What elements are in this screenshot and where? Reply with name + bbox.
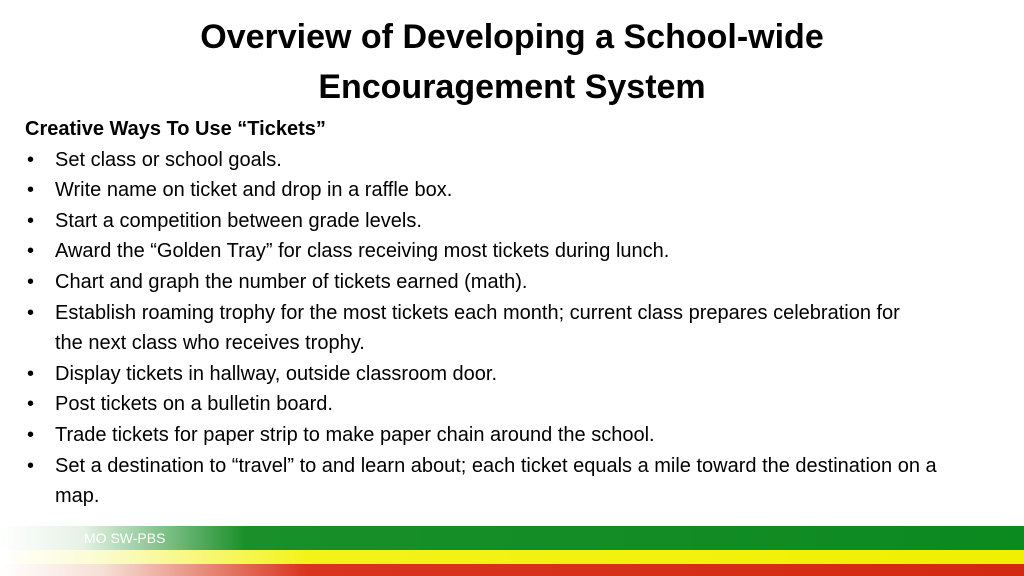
bullet-icon: • [27,362,35,385]
footer-label: MO SW-PBS [84,530,166,546]
bullet-icon: • [27,423,35,446]
bullet-icon: • [27,301,35,324]
subheading: Creative Ways To Use “Tickets” [25,118,326,140]
bullet-icon: • [27,393,35,416]
list-item [25,298,985,359]
list-item-text: Post tickets on a bulletin board. [55,393,333,416]
slide-content [25,114,985,512]
bullet-icon: • [27,148,35,171]
bullet-icon: • [27,270,35,293]
list-item [25,145,985,176]
list-item [25,420,985,451]
list-item-text: Write name on ticket and drop in a raffle box. [55,179,453,202]
list-item [25,389,985,420]
list-item-text: Award the “Golden Tray” for class receiving most tickets during lunch. [55,240,670,263]
slide-title [0,12,1024,112]
list-item [25,267,985,298]
list-item [25,359,985,390]
list-item-text: Set class or school goals. [55,148,282,171]
bullet-icon: • [27,454,35,477]
list-item-text: Establish roaming trophy for the most tickets each month; current class prepares celebration for the next class who receives trophy. [55,301,900,355]
slide-title-line-1: Overview of Developing a School-wide [200,18,824,56]
bullet-icon: • [27,179,35,202]
list-item-text: Set a destination to “travel” to and learn about; each ticket equals a mile toward the destination on a map. [55,454,937,508]
bullet-list [25,145,985,512]
bullet-icon: • [27,240,35,263]
list-item [25,206,985,237]
footer-red-band [0,564,1024,576]
list-item-text: Display tickets in hallway, outside classroom door. [55,362,498,385]
list-item [25,236,985,267]
list-item [25,175,985,206]
list-item [25,451,985,512]
list-item-text: Chart and graph the number of tickets earned (math). [55,270,528,293]
slide-title-line-2: Encouragement System [318,68,706,106]
list-item-text: Start a competition between grade levels. [55,209,422,232]
list-item-text: Trade tickets for paper strip to make paper chain around the school. [55,423,655,446]
footer-bar [0,526,1024,576]
footer-yellow-band [0,550,1024,564]
bullet-icon: • [27,209,35,232]
